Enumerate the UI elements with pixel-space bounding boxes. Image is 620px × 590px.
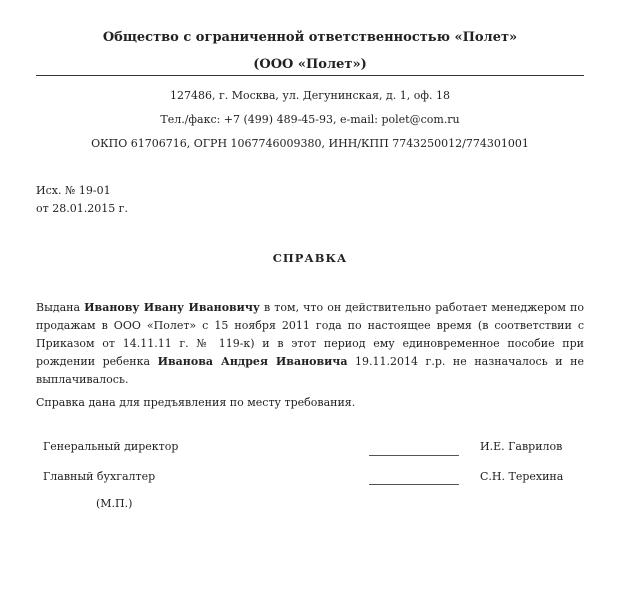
signature-line-director [369,455,459,456]
stamp-placeholder: (М.П.) [96,497,133,510]
signatory-name-accountant: С.Н. Терехина [480,470,564,483]
body-text-part: в том, что он действительно работает менеджером по продажам в ООО «Полет» с 15 ноября 2011 года по настоящее время (в соответствии с Приказом от 14.11.11 г. № 119-к) и в этот период ему единовременное пособие при рождении ребенка [36,301,584,368]
signature-line-accountant [369,484,459,485]
child-name: Иванова Андрея Ивановича [157,355,348,368]
header-divider [36,75,584,76]
organization-short-name: (ООО «Полет») [253,57,367,72]
signatory-name-director: И.Е. Гаврилов [480,440,563,453]
certificate-body [36,299,584,389]
organization-name: Общество с ограниченной ответственностью «Полет» [102,30,518,45]
signatory-role-accountant: Главный бухгалтер [43,470,156,483]
purpose-note: Справка дана для предъявления по месту требования. [36,396,356,409]
organization-contacts: Тел./факс: +7 (499) 489-45-93, e-mail: polet@com.ru [160,113,460,126]
outgoing-date: от 28.01.2015 г. [36,202,128,215]
signatory-role-director: Генеральный директор [43,440,179,453]
body-text-part: 19.11.2014 г.р. не назначалось и не выплачивалось. [36,355,584,386]
body-text-part: Выдана [36,301,85,314]
employee-name: Иванову Ивану Ивановичу [84,301,260,314]
organization-address: 127486, г. Москва, ул. Дегунинская, д. 1, оф. 18 [169,89,451,102]
organization-registry-codes: ОКПО 61706716, ОГРН 1067746009380, ИНН/КПП 7743250012/774301001 [91,137,529,150]
outgoing-number: Исх. № 19-01 [36,184,111,197]
document-title: СПРАВКА [272,251,348,265]
